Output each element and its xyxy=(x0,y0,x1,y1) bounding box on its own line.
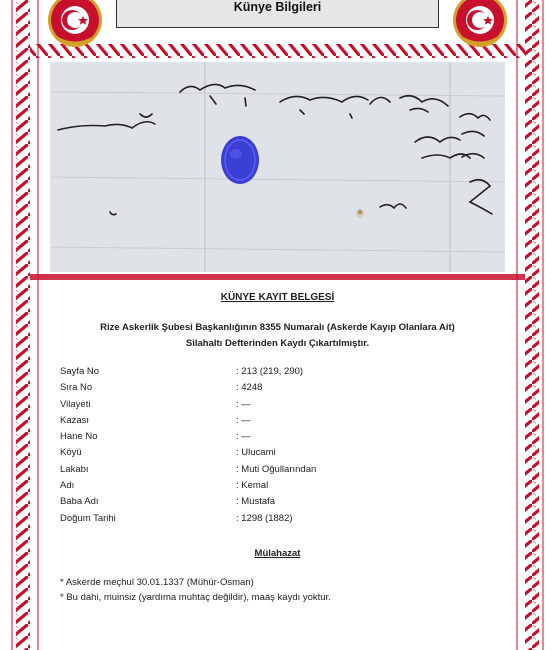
field-row xyxy=(60,366,490,382)
field-value: : — xyxy=(236,431,251,443)
field-label: Sıra No xyxy=(60,382,93,394)
notes-list xyxy=(60,577,331,607)
field-label: Vilayeti xyxy=(60,398,91,410)
field-label: Sayfa No xyxy=(60,366,100,377)
field-value: : Mustafa xyxy=(236,496,276,508)
field-row xyxy=(60,399,490,415)
certificate-title: KÜNYE KAYIT BELGESİ xyxy=(220,292,335,303)
field-value: : Kemal xyxy=(236,480,269,492)
certificate-subtitle xyxy=(50,320,505,352)
field-row xyxy=(60,431,490,447)
field-row xyxy=(60,382,490,398)
field-value: : 1298 (1882) xyxy=(236,512,293,524)
field-row xyxy=(60,496,490,512)
notes-title: Mülahazat xyxy=(254,548,301,559)
field-value: : — xyxy=(236,398,251,410)
field-value: : Muti Oğullarından xyxy=(236,463,317,475)
field-row xyxy=(60,513,490,529)
scanned-register-image xyxy=(50,62,505,272)
left-rope-border xyxy=(16,0,30,650)
certificate-panel xyxy=(50,280,505,650)
right-rope-border xyxy=(525,0,539,650)
header-title-line2: Künye Bilgileri xyxy=(233,0,322,14)
field-value: : Ulucami xyxy=(236,447,276,459)
field-value: : 213 (219, 290) xyxy=(236,366,304,377)
ink-seal-icon xyxy=(221,136,259,184)
field-label: Kazası xyxy=(60,414,90,426)
army-emblem-icon xyxy=(452,0,508,48)
top-rope-border xyxy=(30,44,525,58)
field-label: Doğum Tarihi xyxy=(60,512,116,524)
field-label: Baba Adı xyxy=(60,496,99,508)
note-item: * Bu dahi, muinsiz (yardıma muhtaç değildir), maaş kaydı yoktur. xyxy=(60,592,331,603)
note-item: * Askerde meçhul 30.01.1337 (Mühür-Osman) xyxy=(60,577,254,588)
certificate-subtitle-line2: Silahaltı Defterinden Kaydı Çıkartılmıştır. xyxy=(185,338,370,349)
field-row xyxy=(60,480,490,496)
field-row xyxy=(60,415,490,431)
field-row xyxy=(60,464,490,480)
field-row xyxy=(60,447,490,463)
army-emblem-icon xyxy=(47,0,103,48)
field-label: Adı xyxy=(60,480,75,492)
field-value: : 4248 xyxy=(236,382,263,394)
record-fields xyxy=(60,366,490,529)
header-title-box xyxy=(116,0,439,28)
field-value: : — xyxy=(236,414,251,426)
field-label: Hane No xyxy=(60,431,98,443)
field-label: Lakabı xyxy=(60,463,89,475)
field-label: Köyü xyxy=(60,447,82,459)
certificate-subtitle-line1: Rize Askerlik Şubesi Başkanlığının 8355 Numaralı (Askerde Kayıp Olanlara Ait) xyxy=(100,322,455,333)
